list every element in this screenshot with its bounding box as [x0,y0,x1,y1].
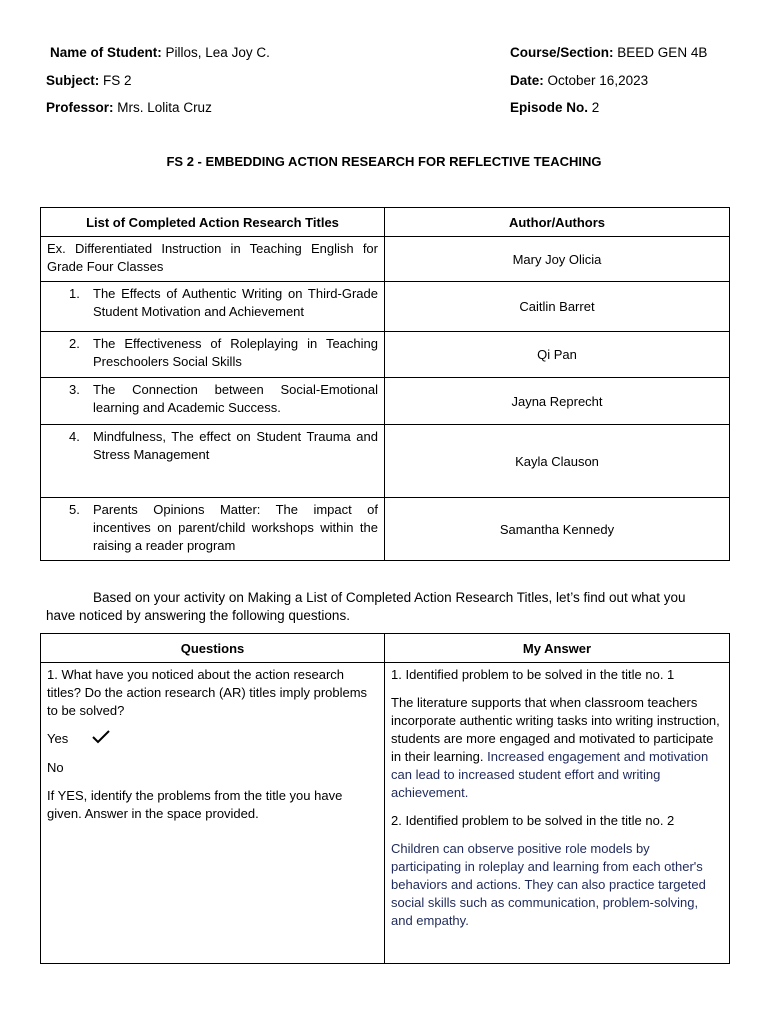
research-titles-table [40,207,730,561]
subject-value: FS 2 [103,73,132,88]
answer1-body-part2: Increased engagement and motivation can lead to increased student effort and writing achievement. [391,749,709,800]
authors-column-header: Author/Authors [385,208,730,237]
research-title: Mindfulness, The effect on Student Trauma and Stress Management [93,429,378,462]
yes-option [47,730,378,749]
research-author: Jayna Reprecht [385,378,730,425]
professor-label: Professor: [46,100,114,115]
row-number: 2. [69,336,80,351]
episode-line [510,99,599,117]
example-title: Ex. Differentiated Instruction in Teaching English for Grade Four Classes [47,241,378,274]
question-cell [41,663,384,823]
table-row [41,237,730,282]
table-row [41,663,730,964]
questions-column-header: Questions [41,634,385,663]
answer-column-header: My Answer [385,634,730,663]
titles-column-header: List of Completed Action Research Titles [41,208,385,237]
episode-label: Episode No. [510,100,589,115]
row-number: 3. [69,382,80,397]
example-author: Mary Joy Olicia [385,237,730,282]
subject-line [46,72,132,90]
table-header-row [41,208,730,237]
student-value: Pillos, Lea Joy C. [165,45,270,60]
research-author: Qi Pan [385,332,730,378]
answer2-heading: 2. Identified problem to be solved in the title no. 2 [391,813,675,828]
row-number: 1. [69,286,80,301]
course-line [510,44,707,62]
intro-paragraph: Based on your activity on Making a List of Completed Action Research Titles, let’s find out what you have noticed by answering the following questions. [46,590,686,623]
no-option: No [47,760,64,776]
table-row [41,498,730,561]
row-number: 5. [69,502,80,517]
research-title: The Effects of Authentic Writing on Third-Grade Student Motivation and Achievement [93,286,378,319]
answer1-body [391,694,723,802]
table-row [41,378,730,425]
answer-cell [385,663,729,930]
date-label: Date: [510,73,544,88]
page-title: FS 2 - EMBEDDING ACTION RESEARCH FOR REFLECTIVE TEACHING [166,154,602,169]
question-text: 1. What have you noticed about the action research titles? Do the action research (AR) titles imply problems to be solved? [47,667,368,718]
student-name-line [50,44,270,62]
student-label: Name of Student: [50,45,162,60]
row-number: 4. [69,429,80,444]
instruction-text: If YES, identify the problems from the title you have given. Answer in the space provided. [47,788,343,822]
table-row [41,332,730,378]
table-row [41,282,730,332]
date-value: October 16,2023 [547,73,649,88]
date-line [510,72,648,90]
course-value: BEED GEN 4B [617,45,708,60]
professor-value: Mrs. Lolita Cruz [117,100,212,115]
answer1-body-part1: The literature supports that when classroom teachers incorporate authentic writing tasks into writing instruction, students are more engaged and motivated to participate in their learning. [391,695,720,764]
professor-line [46,99,212,117]
table-row [41,425,730,498]
table-header-row [41,634,730,663]
subject-label: Subject: [46,73,100,88]
answer2-body: Children can observe positive role models by participating in roleplay and learning from each other's behaviors and actions. They can also practice targeted social skills such as communication, problem-solving, and empathy. [391,841,706,928]
checkmark-icon [92,730,110,749]
research-title: The Connection between Social-Emotional learning and Academic Success. [93,382,378,415]
episode-value: 2 [591,100,600,115]
research-author: Samantha Kennedy [385,498,730,561]
research-author: Kayla Clauson [385,425,730,498]
questions-table [40,633,730,964]
research-title: The Effectiveness of Roleplaying in Teaching Preschoolers Social Skills [93,336,378,369]
research-author: Caitlin Barret [385,282,730,332]
research-title: Parents Opinions Matter: The impact of incentives on parent/child workshops within the raising a reader program [93,502,378,553]
yes-label: Yes [47,731,69,746]
answer1-heading: 1. Identified problem to be solved in the title no. 1 [391,667,675,682]
course-label: Course/Section: [510,45,614,60]
